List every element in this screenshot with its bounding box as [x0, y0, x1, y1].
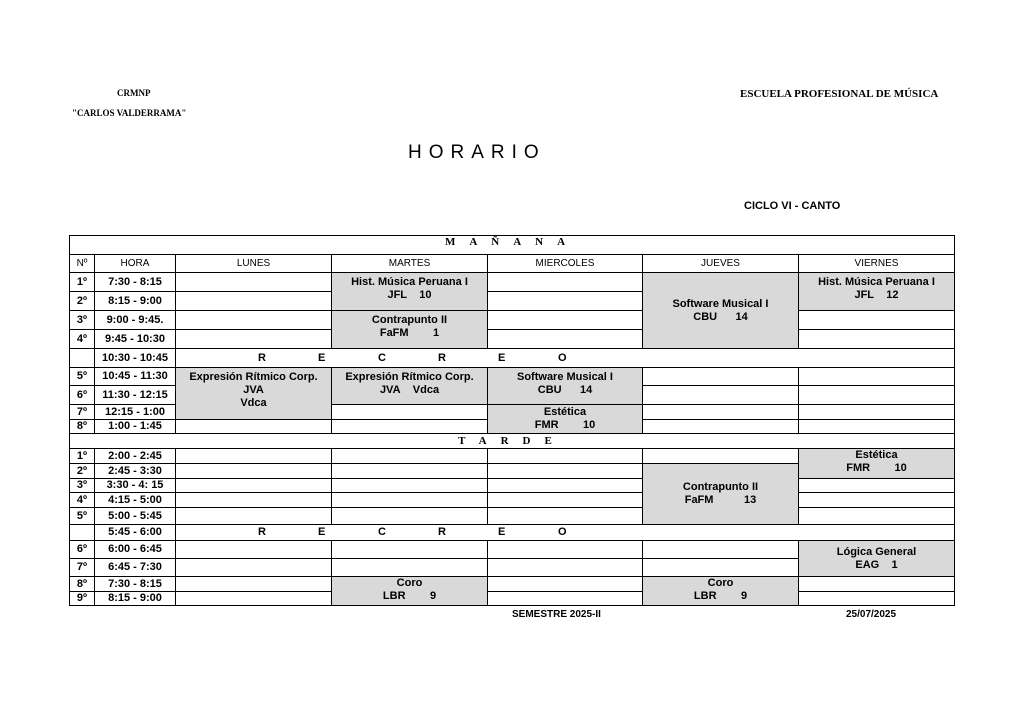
- table-row: [70, 330, 955, 349]
- institution-acronym: CRMNP: [117, 88, 151, 98]
- course-name: Coro: [396, 577, 423, 589]
- course-detail: Vdca: [240, 397, 267, 409]
- course-block: [643, 464, 799, 525]
- period-number: 6º: [70, 386, 95, 405]
- empty-cell: [799, 405, 955, 420]
- period-number: 4º: [70, 493, 95, 508]
- course-name: Hist. Música Peruana I: [818, 276, 935, 288]
- course-block: [176, 368, 332, 420]
- course-block: [643, 577, 799, 606]
- recess-row: R E C R E O: [176, 349, 955, 368]
- schedule-table: [69, 235, 955, 606]
- period-number: 6º: [70, 541, 95, 559]
- col-header-jueves: JUEVES: [643, 255, 799, 273]
- col-header-viernes: VIERNES: [799, 255, 955, 273]
- institution-name: "CARLOS VALDERRAMA": [72, 108, 187, 118]
- course-block: [332, 273, 488, 311]
- empty-cell: [488, 493, 643, 508]
- course-detail: JFL 10: [387, 289, 432, 301]
- period-time: 7:30 - 8:15: [95, 577, 176, 592]
- empty-cell: [488, 577, 643, 592]
- period-time: 2:00 - 2:45: [95, 449, 176, 464]
- course-block: [799, 541, 955, 577]
- period-number: 3º: [70, 479, 95, 493]
- col-header-number: Nº: [70, 255, 95, 273]
- course-block: [332, 577, 488, 606]
- empty-cell: [176, 577, 332, 592]
- empty-cell: [176, 559, 332, 577]
- period-time: 11:30 - 12:15: [95, 386, 176, 405]
- period-number: 5º: [70, 368, 95, 386]
- empty-cell: [643, 368, 799, 386]
- period-time: 10:45 - 11:30: [95, 368, 176, 386]
- empty-cell: [643, 420, 799, 434]
- col-header-miercoles: MIERCOLES: [488, 255, 643, 273]
- empty-cell: [488, 449, 643, 464]
- period-time: 8:15 - 9:00: [95, 292, 176, 311]
- course-name: Software Musical I: [517, 371, 613, 383]
- empty-cell: [488, 464, 643, 479]
- empty-cell: [643, 386, 799, 405]
- course-detail: FaFM 1: [379, 327, 440, 339]
- period-time: 6:00 - 6:45: [95, 541, 176, 559]
- page-title: HORARIO: [408, 142, 546, 163]
- empty-cell: [488, 311, 643, 330]
- empty-cell: [176, 464, 332, 479]
- cycle-label: CICLO VI - CANTO: [744, 200, 841, 212]
- empty-cell: [799, 420, 955, 434]
- course-name: Contrapunto II: [371, 314, 448, 326]
- table-row: [70, 525, 955, 541]
- period-number: 4º: [70, 330, 95, 349]
- course-detail: CBU 14: [537, 384, 593, 396]
- table-row: [70, 541, 955, 559]
- course-detail: FMR 10: [846, 462, 907, 474]
- empty-cell: [176, 493, 332, 508]
- course-detail: JVA: [243, 384, 264, 396]
- empty-cell: [176, 449, 332, 464]
- empty-cell: [799, 592, 955, 606]
- school-name: ESCUELA PROFESIONAL DE MÚSICA: [740, 88, 939, 100]
- period-time: 5:00 - 5:45: [95, 508, 176, 525]
- empty-cell: [176, 420, 332, 434]
- table-row: [70, 349, 955, 368]
- empty-cell: [799, 330, 955, 349]
- course-detail: LBR 9: [693, 590, 748, 602]
- period-time: 9:00 - 9:45.: [95, 311, 176, 330]
- course-detail: CBU 14: [693, 310, 748, 323]
- empty-cell: [799, 368, 955, 386]
- table-row: [70, 508, 955, 525]
- empty-cell: [332, 449, 488, 464]
- course-name: Coro: [707, 577, 734, 589]
- period-time: 8:15 - 9:00: [95, 592, 176, 606]
- table-row: [70, 273, 955, 292]
- table-row: [70, 592, 955, 606]
- empty-cell: [799, 577, 955, 592]
- empty-cell: [643, 541, 799, 559]
- period-number: 5º: [70, 508, 95, 525]
- period-number: 9º: [70, 592, 95, 606]
- table-row: [70, 311, 955, 330]
- period-number: 3º: [70, 311, 95, 330]
- course-detail: JVA Vdca: [379, 384, 440, 396]
- empty-cell: [332, 405, 488, 420]
- empty-cell: [488, 330, 643, 349]
- empty-cell: [332, 493, 488, 508]
- recess-row: R E C R E O: [176, 525, 955, 541]
- period-number: 8º: [70, 420, 95, 434]
- empty-cell: [176, 273, 332, 292]
- table-row: [70, 368, 955, 386]
- course-name: Software Musical I: [672, 297, 769, 310]
- empty-cell: [176, 330, 332, 349]
- course-name: Expresión Rítmico Corp.: [189, 371, 318, 383]
- empty-cell: [799, 311, 955, 330]
- course-name: Expresión Rítmico Corp.: [345, 371, 474, 383]
- period-time: 4:15 - 5:00: [95, 493, 176, 508]
- course-block: [332, 368, 488, 405]
- period-number: 2º: [70, 464, 95, 479]
- empty-cell: [176, 508, 332, 525]
- empty-cell: [332, 559, 488, 577]
- empty-cell: [799, 508, 955, 525]
- table-row: [70, 577, 955, 592]
- period-number: 7º: [70, 559, 95, 577]
- empty-cell: [176, 292, 332, 311]
- empty-cell: [488, 559, 643, 577]
- empty-cell: [488, 508, 643, 525]
- course-name: Contrapunto II: [682, 481, 759, 493]
- afternoon-band: TARDE: [70, 434, 955, 449]
- course-block: [799, 273, 955, 311]
- col-header-hora: HORA: [95, 255, 176, 273]
- col-header-lunes: LUNES: [176, 255, 332, 273]
- course-detail: FMR 10: [534, 419, 596, 431]
- empty-cell: [332, 420, 488, 434]
- course-block: [799, 449, 955, 479]
- empty-cell: [70, 349, 95, 368]
- period-time: 2:45 - 3:30: [95, 464, 176, 479]
- period-number: 7º: [70, 405, 95, 420]
- period-time: 9:45 - 10:30: [95, 330, 176, 349]
- empty-cell: [488, 479, 643, 493]
- course-detail: LBR 9: [382, 590, 437, 602]
- empty-cell: [799, 493, 955, 508]
- empty-cell: [799, 479, 955, 493]
- empty-cell: [488, 541, 643, 559]
- table-row: [70, 449, 955, 464]
- course-detail: EAG 1: [855, 558, 898, 571]
- period-time: 3:30 - 4: 15: [95, 479, 176, 493]
- course-detail: FaFM 13: [684, 494, 757, 506]
- empty-cell: [643, 405, 799, 420]
- table-row: [70, 479, 955, 493]
- period-number: 2º: [70, 292, 95, 311]
- empty-cell: [488, 273, 643, 292]
- course-name: Hist. Música Peruana I: [351, 276, 468, 288]
- course-block: [332, 311, 488, 349]
- empty-cell: [332, 464, 488, 479]
- empty-cell: [488, 592, 643, 606]
- period-time: 1:00 - 1:45: [95, 420, 176, 434]
- period-time: 5:45 - 6:00: [95, 525, 176, 541]
- empty-cell: [643, 559, 799, 577]
- course-block: [643, 273, 799, 349]
- empty-cell: [176, 592, 332, 606]
- empty-cell: [176, 479, 332, 493]
- empty-cell: [332, 508, 488, 525]
- table-row: [70, 493, 955, 508]
- empty-cell: [643, 449, 799, 464]
- date-label: 25/07/2025: [846, 609, 897, 620]
- empty-cell: [176, 541, 332, 559]
- period-number: 1º: [70, 273, 95, 292]
- morning-band: MAÑANA: [70, 236, 955, 255]
- course-block: [488, 368, 643, 405]
- column-header-row: [70, 255, 955, 273]
- course-block: [488, 405, 643, 434]
- empty-cell: [799, 386, 955, 405]
- course-detail: JFL 12: [854, 289, 899, 301]
- period-time: 6:45 - 7:30: [95, 559, 176, 577]
- empty-cell: [332, 541, 488, 559]
- empty-cell: [70, 525, 95, 541]
- empty-cell: [176, 311, 332, 330]
- course-name: Estética: [855, 449, 898, 461]
- semester-label: SEMESTRE 2025-II: [512, 609, 601, 620]
- col-header-martes: MARTES: [332, 255, 488, 273]
- period-time: 10:30 - 10:45: [95, 349, 176, 368]
- period-time: 7:30 - 8:15: [95, 273, 176, 292]
- empty-cell: [488, 292, 643, 311]
- period-time: 12:15 - 1:00: [95, 405, 176, 420]
- period-number: 8º: [70, 577, 95, 592]
- empty-cell: [332, 479, 488, 493]
- period-number: 1º: [70, 449, 95, 464]
- course-name: Estética: [543, 406, 587, 418]
- course-name: Lógica General: [836, 545, 917, 558]
